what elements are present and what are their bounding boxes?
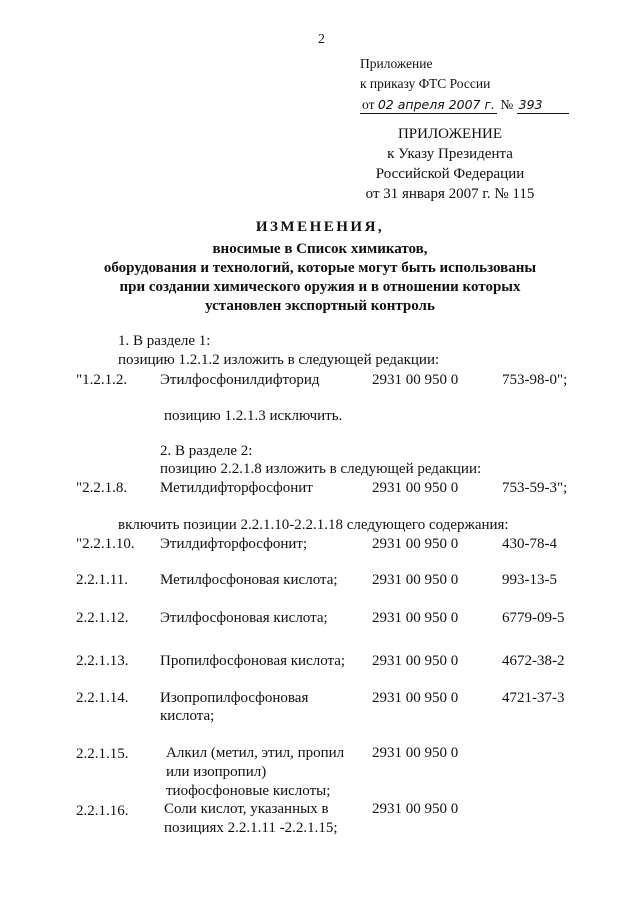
row-code: 2931 00 950 0 xyxy=(372,690,459,706)
page-number: 2 xyxy=(318,32,325,47)
row-number: "2.2.1.8. xyxy=(76,480,128,496)
row-cas: 6779-09-5 xyxy=(502,610,565,626)
document-title: ИЗМЕНЕНИЯ, xyxy=(255,219,385,235)
row-number: 2.2.1.15. xyxy=(76,746,129,762)
row-code: 2931 00 950 0 xyxy=(372,745,459,761)
row-number: 2.2.1.16. xyxy=(76,803,129,819)
row-name-continued: тиофосфоновые кислоты; xyxy=(166,783,331,799)
annex-date: 02 апреля 2007 г. xyxy=(377,97,496,112)
row-name-continued: позициях 2.2.1.11 -2.2.1.15; xyxy=(164,820,338,836)
annex-number: 393 xyxy=(517,99,569,114)
title-line-2: вносимые в Список химикатов, xyxy=(212,241,428,257)
row-code: 2931 00 950 0 xyxy=(372,536,459,552)
row-code: 2931 00 950 0 xyxy=(372,480,459,496)
row-code: 2931 00 950 0 xyxy=(372,653,459,669)
row-code: 2931 00 950 0 xyxy=(372,610,459,626)
president-annex-line-2: к Указу Президента xyxy=(387,146,513,162)
row-name-continued: или изопропил) xyxy=(166,764,267,780)
row-cas: 4672-38-2 xyxy=(502,653,565,669)
row-number: "2.2.1.10. xyxy=(76,536,135,552)
section1-heading: 1. В разделе 1: xyxy=(118,333,211,349)
row-name: Метилфосфоновая кислота; xyxy=(160,572,338,588)
president-annex-line-3: Российской Федерации xyxy=(375,166,525,182)
section1-instruction: позицию 1.2.1.2 изложить в следующей редакции: xyxy=(118,352,440,368)
row-code: 2931 00 950 0 xyxy=(372,572,459,588)
row-cas: 4721-37-3 xyxy=(502,690,565,706)
row-number: 2.2.1.14. xyxy=(76,690,129,706)
row-cas: 993-13-5 xyxy=(502,572,557,588)
president-annex-title: ПРИЛОЖЕНИЕ xyxy=(397,126,503,142)
row-number: "1.2.1.2. xyxy=(76,372,128,388)
row-number: 2.2.1.12. xyxy=(76,610,129,626)
row-code: 2931 00 950 0 xyxy=(372,372,459,388)
row-number: 2.2.1.13. xyxy=(76,653,129,669)
row-cas: 753-59-3"; xyxy=(502,480,568,496)
title-line-3: оборудования и технологий, которые могут быть использованы xyxy=(103,260,537,276)
annex-line-2: к приказу ФТС России xyxy=(360,76,491,91)
row-cas: 430-78-4 xyxy=(502,536,557,552)
title-line-5: установлен экспортный контроль xyxy=(205,298,435,314)
annex-from-label: от xyxy=(362,97,375,112)
row-number: 2.2.1.11. xyxy=(76,572,128,588)
annex-date-line xyxy=(360,98,569,114)
row-cas: 753-98-0"; xyxy=(502,372,568,388)
annex-date-field xyxy=(360,98,497,114)
president-annex-line-4: от 31 января 2007 г. № 115 xyxy=(365,186,535,202)
section2-include: включить позиции 2.2.1.10-2.2.1.18 следующего содержания: xyxy=(118,517,509,533)
section2-heading: 2. В разделе 2: xyxy=(160,443,253,459)
section1-exclude: позицию 1.2.1.3 исключить. xyxy=(164,408,343,424)
row-name: Пропилфосфоновая кислота; xyxy=(160,653,346,669)
row-name: Алкил (метил, этил, пропил xyxy=(166,745,345,761)
annex-line-1: Приложение xyxy=(360,56,433,71)
row-name: Изопропилфосфоновая xyxy=(160,690,309,706)
row-name: Этилфосфоновая кислота; xyxy=(160,610,328,626)
row-name: Метилдифторфосфонит xyxy=(160,480,313,496)
section2-instruction: позицию 2.2.1.8 изложить в следующей редакции: xyxy=(160,461,482,477)
title-line-4: при создании химического оружия и в отношении которых xyxy=(119,279,521,295)
row-name: Этилдифторфосфонит; xyxy=(160,536,308,552)
row-name: Соли кислот, указанных в xyxy=(164,801,329,817)
row-name: Этилфосфонилдифторид xyxy=(160,372,320,388)
row-code: 2931 00 950 0 xyxy=(372,801,459,817)
annex-no-label: № xyxy=(500,97,514,112)
row-name-continued: кислота; xyxy=(160,708,215,724)
